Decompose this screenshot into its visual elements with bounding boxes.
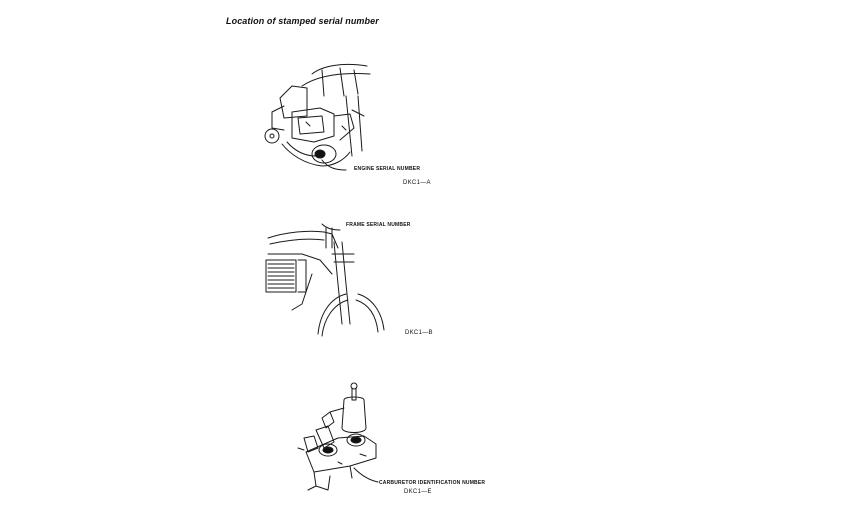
page-title: Location of stamped serial number <box>226 16 379 26</box>
carburetor-illustration <box>294 378 384 498</box>
frame-serial-number-label: FRAME SERIAL NUMBER <box>346 222 411 228</box>
frame-illustration <box>262 214 392 340</box>
frame-figure-code: DKC1—B <box>405 330 433 336</box>
carburetor-identification-number-label: CARBURETOR IDENTIFICATION NUMBER <box>379 480 486 486</box>
engine-serial-number-label: ENGINE SERIAL NUMBER <box>354 166 421 172</box>
engine-illustration <box>262 56 372 181</box>
carburetor-figure-code: DKC1—E <box>404 489 432 495</box>
engine-figure-code: DKC1—A <box>403 180 431 186</box>
